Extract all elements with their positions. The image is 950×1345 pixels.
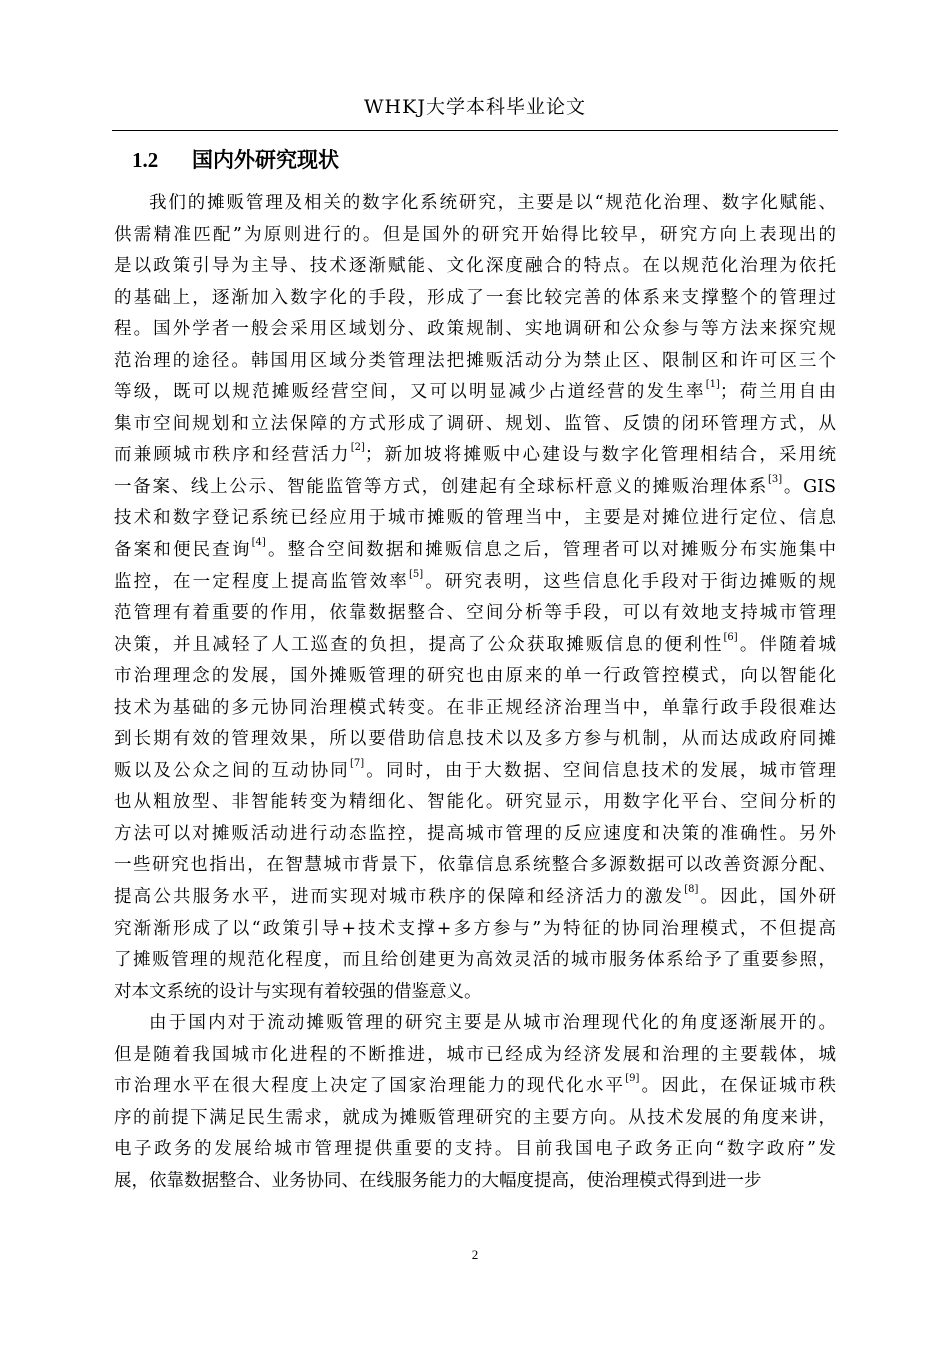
text-line: 市治理理念的发展，国外摊贩管理的研究也由原来的单一行政管控模式，向以智能化 bbox=[114, 666, 836, 687]
section-title: 国内外研究现状 bbox=[192, 148, 339, 172]
section-heading bbox=[132, 144, 339, 176]
text-line: 对本文系统的设计与实现有着较强的借鉴意义。 bbox=[114, 981, 482, 1002]
citation-marker: [8] bbox=[684, 884, 699, 896]
text-line: 是以政策引导为主导、技术逐渐赋能、文化深度融合的特点。在以规范化治理为依托 bbox=[114, 256, 836, 277]
text-line: 方法可以对摊贩活动进行动态监控，提高城市管理的反应速度和决策的准确性。另外 bbox=[114, 823, 836, 844]
running-header-title: WHKJ大学本科毕业论文 bbox=[364, 96, 586, 118]
citation-marker: [2] bbox=[350, 442, 365, 454]
text-line: 范治理的途径。韩国用区域分类管理法把摊贩活动分为禁止区、限制区和许可区三个 bbox=[114, 350, 836, 371]
text-line: 贩以及公众之间的互动协同[7]。同时，由于大数据、空间信息技术的发展，城市管理 bbox=[114, 757, 837, 781]
text-line: 一些研究也指出，在智慧城市背景下，依靠信息系统整合多源数据可以改善资源分配、 bbox=[114, 855, 836, 876]
text-line: 监控，在一定程度上提高监管效率[5]。研究表明，这些信息化手段对于街边摊贩的规 bbox=[114, 568, 837, 592]
citation-marker: [6] bbox=[723, 631, 738, 643]
text-line: 由于国内对于流动摊贩管理的研究主要是从城市治理现代化的角度逐渐展开的。 bbox=[149, 1013, 836, 1034]
body-text bbox=[114, 188, 836, 1198]
text-line: 但是随着我国城市化进程的不断推进，城市已经成为经济发展和治理的主要载体，城 bbox=[114, 1044, 836, 1065]
citation-marker: [7] bbox=[349, 757, 365, 769]
text-line: 序的前提下满足民生需求，就成为摊贩管理研究的主要方向。从技术发展的角度来讲， bbox=[114, 1107, 836, 1128]
text-line: 范管理有着重要的作用，依靠数据整合、空间分析等手段，可以有效地支持城市管理 bbox=[114, 603, 836, 624]
page-number: 2 bbox=[471, 1247, 479, 1262]
text-line: 了摊贩管理的规范化程度，而且给创建更为高效灵活的城市服务体系给予了重要参照， bbox=[114, 950, 836, 971]
citation-marker: [3] bbox=[767, 473, 783, 485]
citation-marker: [9] bbox=[625, 1073, 640, 1085]
citation-marker: [1] bbox=[705, 379, 720, 391]
text-line: 技术和数字登记系统已经应用于城市摊贩的管理当中，主要是对摊位进行定位、信息 bbox=[114, 508, 836, 529]
text-line: 展，依靠数据整合、业务协同、在线服务能力的大幅度提高，使治理模式得到进一步 bbox=[114, 1170, 762, 1191]
text-line: 技术为基础的多元协同治理模式转变。在非正规经济治理当中，单靠行政手段很难达 bbox=[114, 697, 836, 718]
text-line: 等级，既可以规范摊贩经营空间，又可以明显减少占道经营的发生率[1]；荷兰用自由 bbox=[114, 379, 837, 403]
text-line: 而兼顾城市秩序和经营活力[2]；新加坡将摊贩中心建设与数字化管理相结合，采用统 bbox=[114, 442, 837, 466]
paragraph bbox=[114, 188, 836, 1008]
running-header bbox=[112, 90, 838, 131]
text-line: 一备案、线上公示、智能监管等方式，创建起有全球标杆意义的摊贩治理体系[3]。GIS bbox=[114, 473, 836, 497]
text-line: 到长期有效的管理效果，所以要借助信息技术以及多方参与机制，从而达成政府同摊 bbox=[114, 729, 836, 750]
text-line: 备案和便民查询[4]。整合空间数据和摊贩信息之后，管理者可以对摊贩分布实施集中 bbox=[114, 537, 837, 561]
text-line: 提高公共服务水平，进而实现对城市秩序的保障和经济活力的激发[8]。因此，国外研 bbox=[114, 884, 837, 908]
text-line: 我们的摊贩管理及相关的数字化系统研究，主要是以“规范化治理、数字化赋能、 bbox=[149, 193, 836, 213]
text-line: 决策，并且减轻了人工巡查的负担，提高了公众获取摊贩信息的便利性[6]。伴随着城 bbox=[114, 631, 837, 655]
text-line: 也从粗放型、非智能转变为精细化、智能化。研究显示，用数字化平台、空间分析的 bbox=[114, 792, 836, 813]
section-number: 1.2 bbox=[132, 148, 159, 172]
text-line: 供需精准匹配”为原则进行的。但是国外的研究开始得比较早，研究方向上表现出的 bbox=[114, 224, 836, 245]
text-line: 程。国外学者一般会采用区域划分、政策规制、实地调研和公众参与等方法来探究规 bbox=[114, 319, 836, 340]
citation-marker: [5] bbox=[408, 568, 424, 580]
text-line: 电子政务的发展给城市管理提供重要的支持。目前我国电子政务正向“数字政府”发 bbox=[114, 1139, 836, 1160]
paragraph bbox=[114, 1008, 836, 1197]
text-line: 究渐渐形成了以“政策引导+技术支撑+多方参与”为特征的协同治理模式，不但提高 bbox=[114, 918, 836, 939]
text-line: 集市空间规划和立法保障的方式形成了调研、规划、监管、反馈的闭环管理方式，从 bbox=[114, 413, 836, 434]
citation-marker: [4] bbox=[251, 537, 266, 549]
text-line: 的基础上，逐渐加入数字化的手段，形成了一套比较完善的体系来支撑整个的管理过 bbox=[114, 287, 836, 308]
text-line: 市治理水平在很大程度上决定了国家治理能力的现代化水平[9]。因此，在保证城市秩 bbox=[114, 1073, 837, 1097]
